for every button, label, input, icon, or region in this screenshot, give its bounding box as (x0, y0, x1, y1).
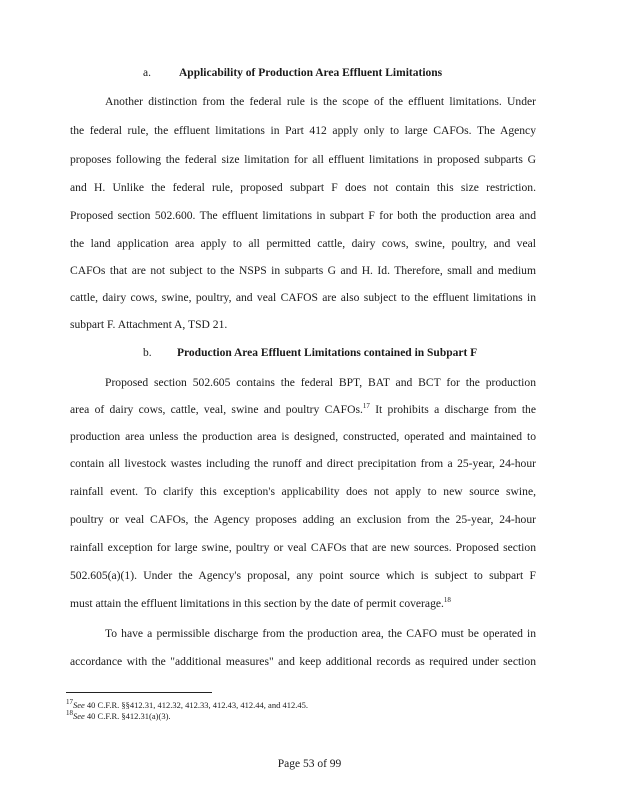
footnote-18 (66, 711, 171, 721)
para1-line: Proposed section 502.600. The effluent limitations in subpart F for both the production area and (70, 209, 536, 222)
section-a-title: Applicability of Production Area Effluent Limitations (179, 67, 443, 79)
para2-line-text: must attain the effluent limitations in this section by the date of permit coverage. (70, 597, 444, 610)
footnote-number: 17 (66, 698, 73, 707)
para1-line: subpart F. Attachment A, TSD 21. (70, 318, 228, 331)
footnote-text: 40 C.F.R. §§412.31, 412.32, 412.33, 412.43, 412.44, and 412.45. (84, 700, 308, 710)
para2-line: rainfall event. To clarify this exception's applicability does not apply to new source swine, (70, 485, 536, 498)
para2-line: production area unless the production area is designed, constructed, operated and maintained to (70, 430, 536, 443)
para2-line: rainfall exception for large swine, poultry or veal CAFOs that are new sources. Proposed section (70, 541, 536, 554)
para3-line: To have a permissible discharge from the production area, the CAFO must be operated in (105, 627, 536, 640)
footnote-ref-18: 18 (443, 596, 451, 605)
para1-line: cattle, dairy cows, swine, poultry, and veal CAFOS are also subject to the effluent limitations in (70, 291, 536, 304)
para2-line: Proposed section 502.605 contains the federal BPT, BAT and BCT for the production (105, 376, 536, 389)
footnote-number: 18 (66, 709, 73, 718)
section-b-letter: b. (143, 347, 152, 359)
footnote-17 (66, 700, 308, 710)
para3-line: accordance with the "additional measures" and keep additional records as required under section (70, 655, 536, 668)
para1-line: CAFOs that are not subject to the NSPS in subparts G and H. Id. Therefore, small and medium (70, 264, 536, 277)
section-a-heading (143, 67, 442, 79)
section-a-letter: a. (143, 67, 151, 79)
para2-line (70, 403, 536, 417)
footnote-see: See (73, 711, 85, 721)
footnote-text: 40 C.F.R. §412.31(a)(3). (84, 711, 171, 721)
para1-line: Another distinction from the federal rule is the scope of the effluent limitations. Under (105, 95, 536, 108)
footnote-see: See (73, 700, 85, 710)
para1-line: the federal rule, the effluent limitations in Part 412 apply only to large CAFOs. The Agency (70, 124, 536, 137)
para2-line: 502.605(a)(1). Under the Agency's proposal, any point source which is subject to subpart F (70, 569, 536, 582)
para2-line-tail: It prohibits a discharge from the (369, 403, 536, 416)
para2-line (70, 597, 536, 611)
para2-line-text: area of dairy cows, cattle, veal, swine and poultry CAFOs. (70, 403, 363, 416)
section-b-title: Production Area Effluent Limitations contained in Subpart F (177, 347, 478, 359)
para2-line: contain all livestock wastes including the runoff and direct precipitation from a 25-year, 24-hour (70, 457, 536, 470)
para2-line: poultry or veal CAFOs, the Agency proposes adding an exclusion from the 25-year, 24-hour (70, 513, 536, 526)
footnote-divider (66, 692, 212, 693)
footnote-ref-17: 17 (362, 402, 370, 411)
para1-line: the land application area apply to all permitted cattle, dairy cows, swine, poultry, and veal (70, 237, 536, 250)
para1-line: and H. Unlike the federal rule, proposed subpart F does not contain this size restriction. (70, 181, 536, 194)
page-number: Page 53 of 99 (277, 758, 342, 770)
para1-line: proposes following the federal size limitation for all effluent limitations in proposed subparts G (70, 153, 536, 166)
section-b-heading (143, 347, 477, 359)
